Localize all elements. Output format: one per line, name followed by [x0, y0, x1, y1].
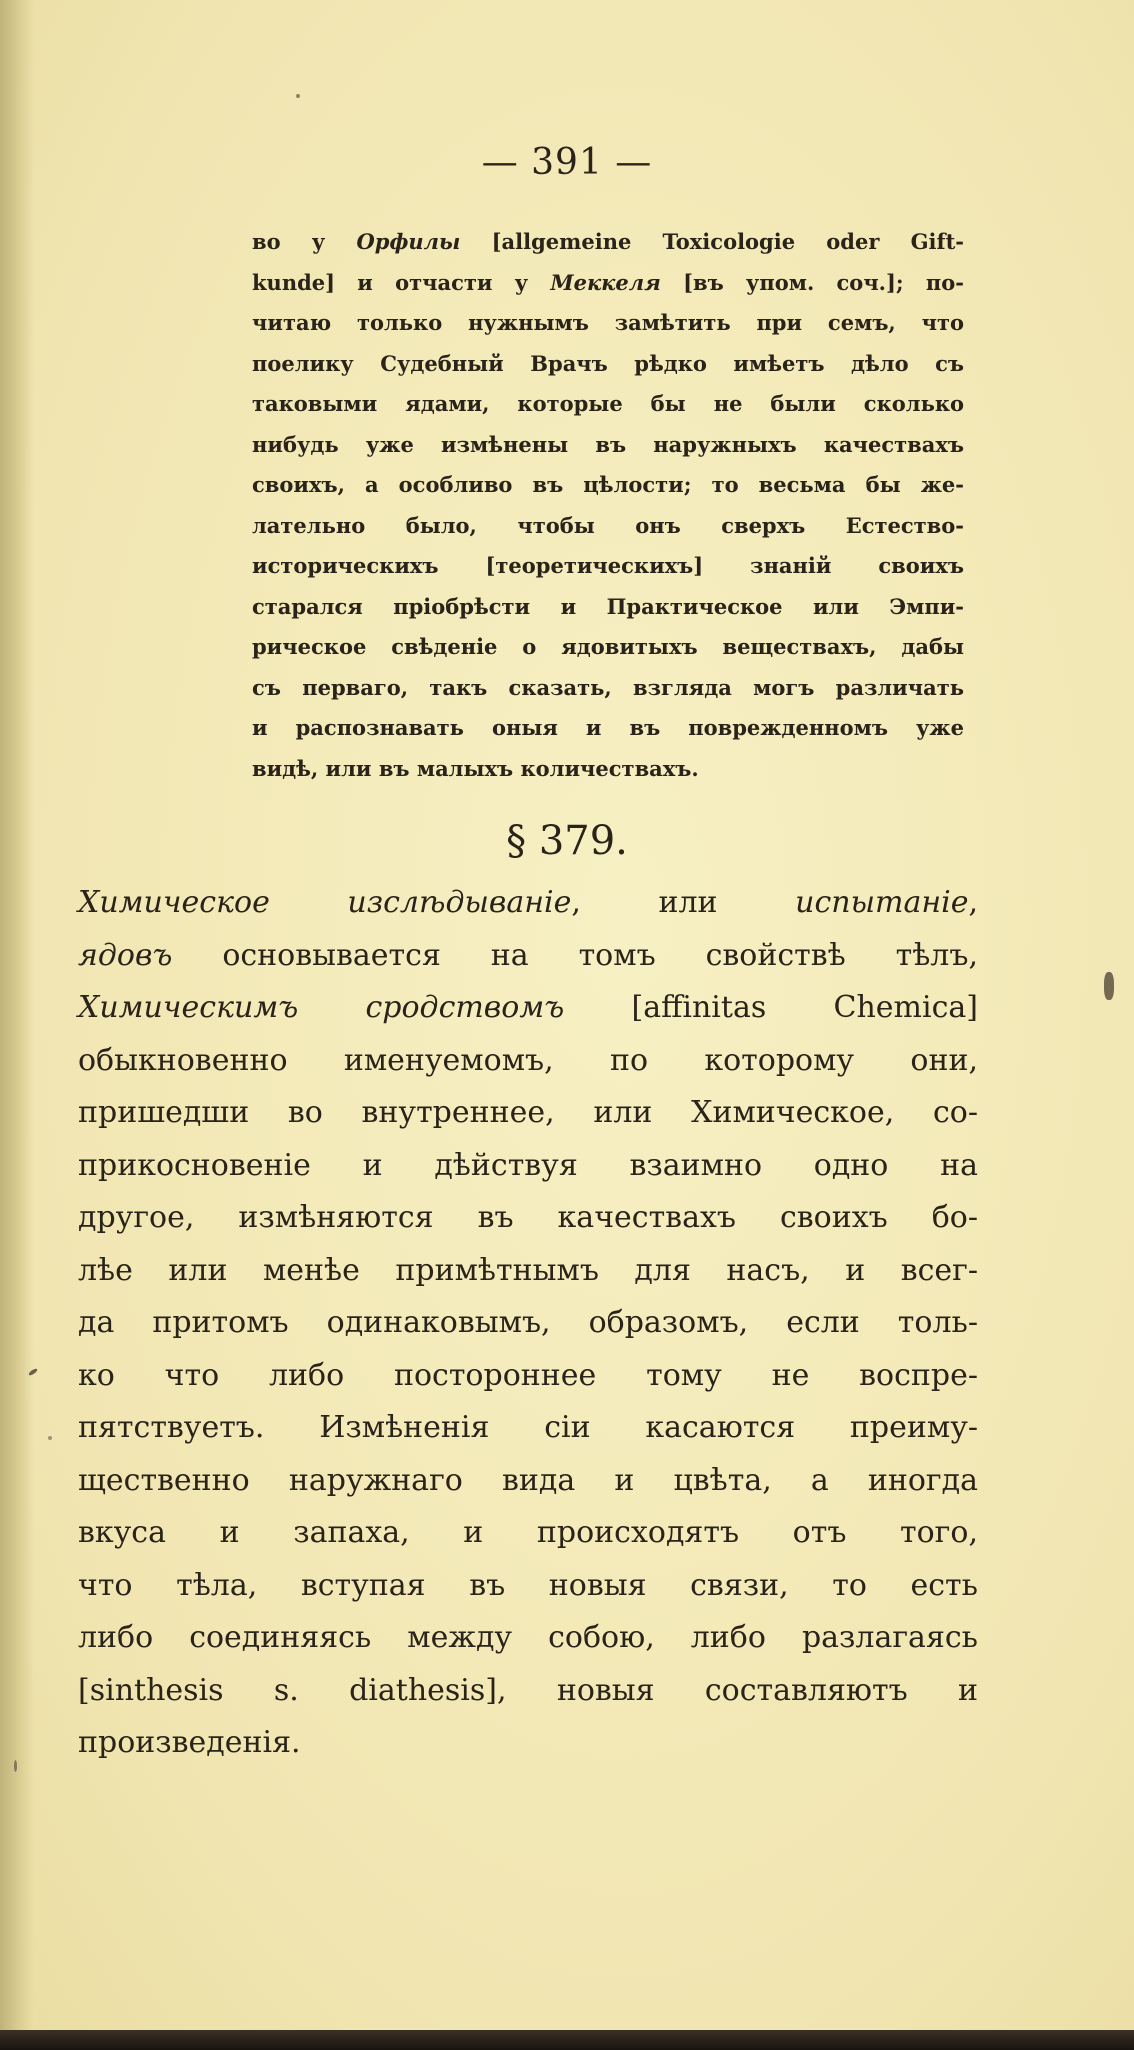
- text-run: вкуса и запаха, и происходятъ отъ того,: [78, 1515, 978, 1550]
- text-line: [252, 344, 964, 385]
- text-run: что тѣла, вступая въ новыя связи, то есть: [78, 1567, 978, 1603]
- text-line: [252, 303, 964, 344]
- text-line: [78, 1192, 978, 1245]
- text-line: [252, 668, 964, 709]
- text-line: [252, 749, 964, 790]
- text-line: [252, 708, 964, 749]
- paper-speck: [296, 94, 300, 98]
- main-paragraph: [78, 877, 978, 1770]
- text-line: [252, 587, 964, 628]
- text-run: своихъ, а особливо въ цѣлости; то весьма бы же-: [252, 472, 964, 497]
- page-number: — 391 —: [481, 142, 653, 183]
- text-line: [252, 465, 964, 506]
- italic-text-run: Химическое изслѣдываніе: [78, 885, 572, 920]
- text-run: поелику Судебный Врачъ рѣдко имѣетъ дѣло съ: [252, 350, 964, 376]
- page-binding-shadow: [0, 0, 34, 2050]
- text-run: нибудь уже измѣнены въ наружныхъ качествахъ: [252, 431, 964, 457]
- text-line: [78, 1035, 978, 1088]
- page-bottom-edge: [0, 2030, 1134, 2050]
- text-line: [78, 1612, 978, 1665]
- text-line: [252, 222, 964, 263]
- text-line: [252, 425, 964, 466]
- text-run: основывается на томъ свойствѣ тѣлъ,: [172, 937, 978, 973]
- text-line: [78, 1087, 978, 1140]
- text-run: во у: [252, 229, 357, 254]
- italic-text-run: Меккеля: [550, 269, 661, 295]
- text-run: и распознавать оныя и въ поврежденномъ уже: [252, 715, 964, 740]
- text-run: прикосновеніе и дѣйствуя взаимно одно на: [78, 1147, 978, 1183]
- italic-text-run: Орфилы: [356, 229, 461, 254]
- text-line: [78, 1665, 978, 1718]
- text-run: старался пріобрѣсти и Практическое или Эмпи-: [252, 593, 964, 619]
- section-heading: § 379.: [506, 818, 628, 864]
- italic-text-run: Химическимъ сродствомъ: [78, 990, 565, 1025]
- text-run: лательно было, чтобы онъ сверхъ Естество-: [252, 512, 964, 538]
- text-run: [affinitas Chemica]: [564, 990, 978, 1025]
- text-run: пришедши во внутреннее, или Химическое, со-: [78, 1095, 978, 1130]
- ink-blot: [1104, 972, 1114, 1000]
- text-run: произведенія.: [78, 1725, 301, 1760]
- text-line: [252, 627, 964, 668]
- text-line: [78, 877, 978, 930]
- text-run: пятствуетъ. Измѣненія сіи касаются преиму-: [78, 1410, 978, 1445]
- text-run: ко что либо постороннее тому не воспре-: [78, 1357, 978, 1393]
- text-line: [252, 384, 964, 425]
- text-run: обыкновенно именуемомъ, по которому они,: [78, 1042, 978, 1078]
- text-run: да притомъ одинаковымъ, образомъ, если толь-: [78, 1305, 978, 1340]
- text-run: [allgemeine Toxicologie oder Gift-: [460, 229, 964, 254]
- text-line: [78, 1507, 978, 1560]
- paper-speck: [48, 1436, 52, 1440]
- footnote-paragraph: [252, 222, 964, 789]
- text-line: [78, 930, 978, 983]
- text-run: историческихъ [теоретическихъ] знаній своихъ: [252, 553, 964, 578]
- text-run: рическое свѣденіе о ядовитыхъ веществахъ, дабы: [252, 634, 964, 659]
- text-run: kunde] и отчасти у: [252, 269, 551, 295]
- text-line: [252, 506, 964, 547]
- text-line: [78, 1402, 978, 1455]
- text-line: [252, 263, 964, 304]
- text-run: съ перваго, такъ сказать, взгляда могъ различать: [252, 674, 964, 700]
- text-line: [78, 1350, 978, 1403]
- text-run: ,: [968, 885, 978, 920]
- text-run: [sinthesis s. diathesis], новыя составляютъ и: [78, 1672, 978, 1708]
- text-run: [въ упом. соч.]; по-: [660, 269, 965, 295]
- text-run: либо соединяясь между собою, либо разлагаясь: [78, 1620, 978, 1655]
- text-run: видѣ, или въ малыхъ количествахъ.: [252, 755, 699, 781]
- text-run: , или: [571, 885, 796, 920]
- text-run: щественно наружнаго вида и цвѣта, а иногда: [78, 1462, 978, 1498]
- text-line: [78, 1140, 978, 1193]
- text-run: лѣе или менѣе примѣтнымъ для насъ, и всег-: [78, 1252, 978, 1288]
- text-line: [252, 546, 964, 587]
- text-line: [78, 1560, 978, 1613]
- italic-text-run: испытаніе: [795, 885, 969, 920]
- text-run: читаю только нужнымъ замѣтить при семъ, что: [252, 310, 964, 335]
- text-run: таковыми ядами, которые бы не были сколько: [252, 391, 964, 416]
- text-line: [78, 982, 978, 1035]
- text-line: [78, 1717, 978, 1770]
- italic-text-run: ядовъ: [78, 937, 173, 973]
- paper-speck: [14, 1760, 17, 1772]
- text-line: [78, 1455, 978, 1508]
- text-line: [78, 1297, 978, 1350]
- text-run: другое, измѣняются въ качествахъ своихъ бо-: [78, 1200, 978, 1235]
- text-line: [78, 1245, 978, 1298]
